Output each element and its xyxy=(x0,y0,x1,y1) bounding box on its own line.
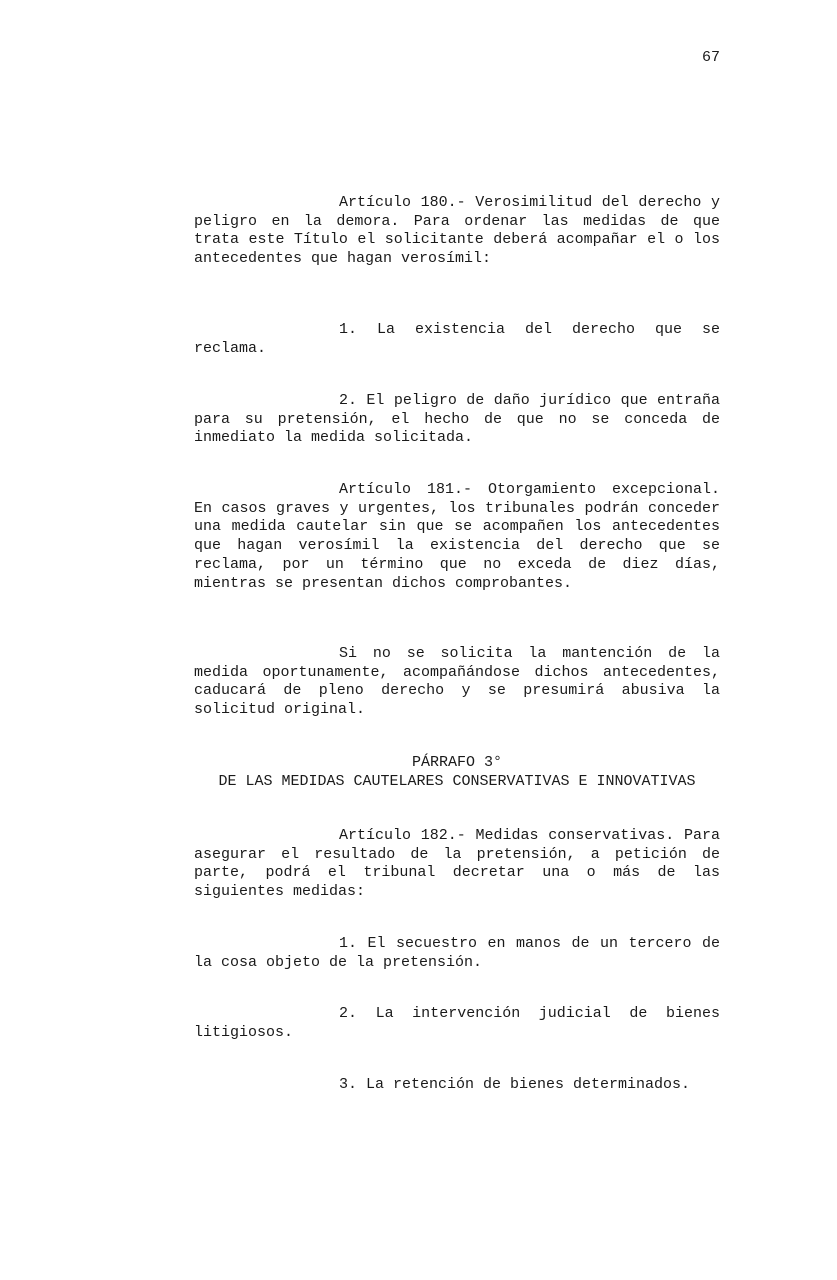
article-180-item-2: 2. El peligro de daño jurídico que entraña para su pretensión, el hecho de que no se conceda de inmediato la medida solicitada. xyxy=(194,392,720,447)
article-181-paragraph-2: Si no se solicita la mantención de la medida oportunamente, acompañándose dichos antecedentes, caducará de pleno derecho y se presumirá abusiva la solicitud original. xyxy=(194,645,720,719)
article-182-item-1: 1. El secuestro en manos de un tercero de la cosa objeto de la pretensión. xyxy=(194,935,720,971)
article-180-item-1: 1. La existencia del derecho que se reclama. xyxy=(194,321,720,357)
article-182: Artículo 182.- Medidas conservativas. Para asegurar el resultado de la pretensión, a petición de parte, podrá el tribunal decretar una o más de las siguientes medidas: xyxy=(194,827,720,901)
article-181: Artículo 181.- Otorgamiento excepcional. En casos graves y urgentes, los tribunales podrán conceder una medida cautelar sin que se acompañen los antecedentes que hagan verosímil la existencia del derecho que se reclama, por un término que no exceda de diez días, mientras se presentan dichos comprobantes. xyxy=(194,481,720,592)
article-180: Artículo 180.- Verosimilitud del derecho y peligro en la demora. Para ordenar las medidas de que trata este Título el solicitante deberá acompañar el o los antecedentes que hagan verosímil: xyxy=(194,194,720,268)
article-182-item-3: 3. La retención de bienes determinados. xyxy=(339,1076,691,1093)
page-number: 67 xyxy=(701,49,720,66)
section-title: DE LAS MEDIDAS CAUTELARES CONSERVATIVAS E INNOVATIVAS xyxy=(218,773,696,790)
section-heading: PÁRRAFO 3° xyxy=(411,754,502,771)
article-182-item-2: 2. La intervención judicial de bienes litigiosos. xyxy=(194,1005,720,1041)
